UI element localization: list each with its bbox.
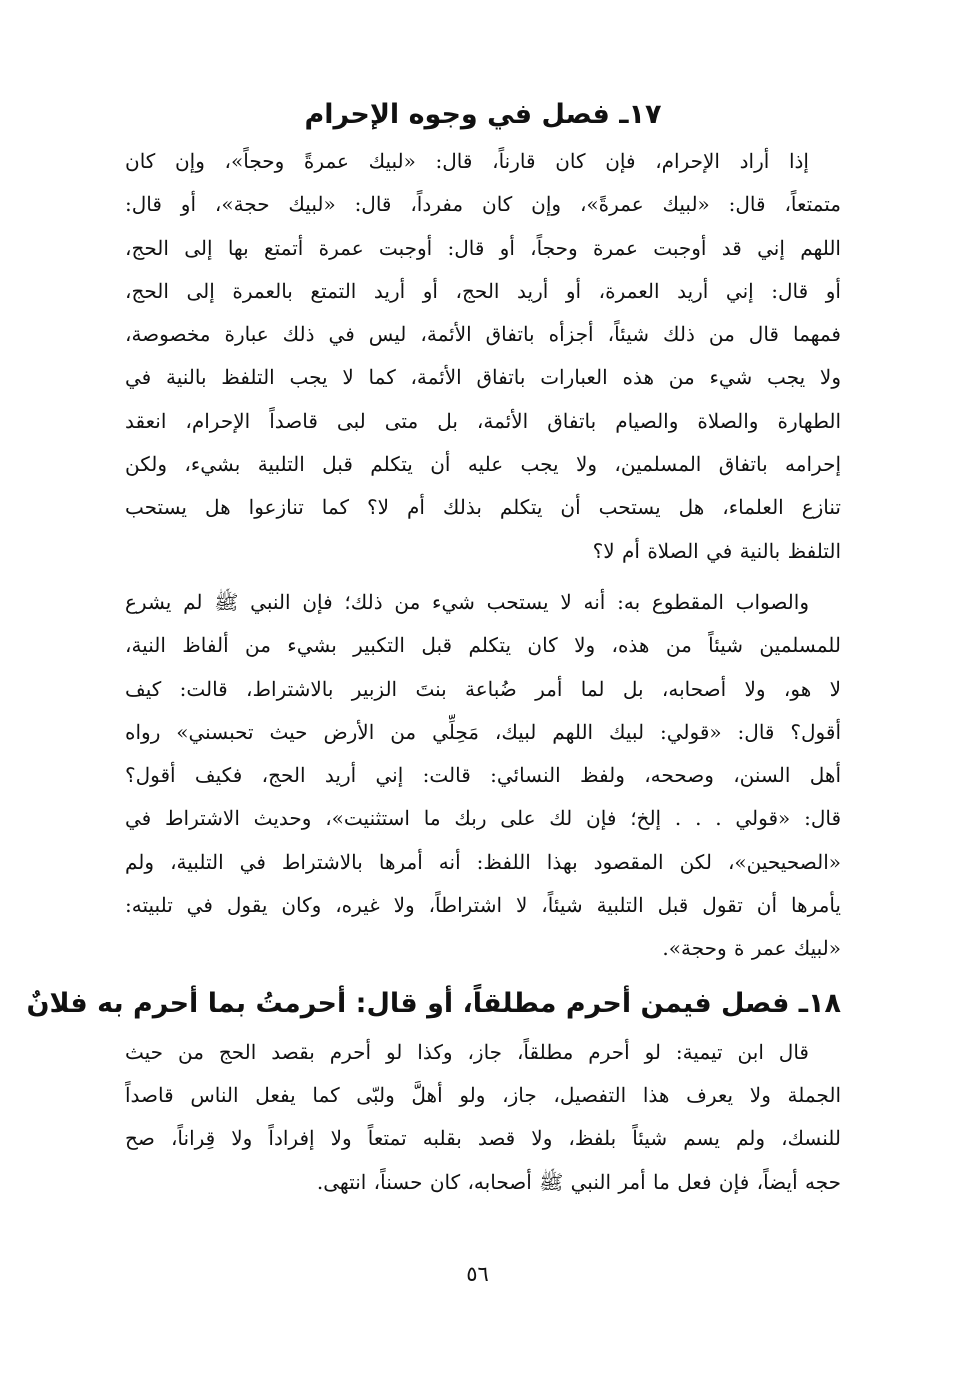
section-17-paragraph-1 — [125, 140, 841, 573]
text-line: التلفظ بالنية في الصلاة أم لا؟ — [592, 538, 841, 563]
text-line: لا هو، ولا أصحابه، بل لما أمر ضُباعة بنتَ الزبير بالاشتراط، قالت: كيف — [125, 676, 841, 701]
text-line: للنسك، ولم يسم شيئاً بلفظ، ولا قصد بقلبه تمتعاً ولا إفراداً ولا قِراناً، صح — [125, 1126, 841, 1151]
text-line: متمتعاً، قال: «لبيك عمرةً»، وإن كان مفرداً، قال: «لبيك حجة»، أو قال: — [125, 192, 841, 217]
text-line: «لبيك عمر ة وحجة». — [662, 936, 841, 961]
text-line: والصواب المقطوع به: أنه لا يستحب شيء من ذلك؛ فإن النبي ﷺ لم يشرع — [125, 589, 809, 614]
text-line: «الصحيحين»، لكن المقصود بهذا اللفظ: أنه أمرها بالاشتراط في التلبية، ولم — [125, 849, 841, 874]
text-line: للمسلمين شيئاً من هذه، ولا كان يتكلم قبل التكبير بشيء من ألفاظ النية، — [125, 633, 841, 658]
text-line: فمهما قال من ذلك شيئاً، أجزأه باتفاق الأئمة، ليس في ذلك عبارة مخصوصة، — [125, 322, 841, 347]
text-line: ولا يجب شيء من هذه العبارات باتفاق الأئمة، كما لا يجب التلفظ بالنية في — [125, 365, 841, 390]
text-line: إحرامه باتفاق المسلمين، ولا يجب عليه أن يتكلم قبل التلبية بشيء، ولكن — [125, 452, 841, 477]
page-number: ٥٦ — [466, 1262, 489, 1286]
section-17-title: ١٧ـ فصل في وجوه الإحرام — [304, 99, 662, 130]
text-line: اللهم إني قد أوجبت عمرة وحجاً، أو قال: أوجبت عمرة أتمتع بها إلى الحج، — [125, 235, 841, 260]
text-line: يأمرها أن تقول قبل التلبية شيئاً، لا اشتراطاً، ولا غيره، وكان يقول في تلبيته: — [125, 893, 841, 918]
page — [26, 92, 841, 1332]
text-line: قال ابن تيمية: لو أحرم مطلقاً، جاز، وكذا لو أحرم بقصد الحج من حيث — [125, 1039, 809, 1064]
text-line: تنازع العلماء، هل يستحب أن يتكلم بذلك أم لا؟ كما تنازعوا هل يستحب — [125, 495, 841, 520]
text-line: قال: «قولي . . . إلخ؛ فإن لك على ربك ما استثنيت»، وحديث الاشتراط في — [125, 806, 841, 831]
text-line: الجملة ولا يعرف هذا التفصيل، جاز، ولو أهلَّ ولبّى كما يفعل الناس قاصداً — [125, 1082, 841, 1107]
text-line: أهل السنن، وصححه، ولفظ النسائي: قالت: إني أريد الحج، فكيف أقول؟ — [125, 763, 841, 788]
text-line: حجه أيضاً، فإن فعل ما أمر النبي ﷺ أصحابه، كان حسناً، انتهى. — [316, 1169, 841, 1194]
section-18-paragraph-1 — [125, 1031, 841, 1204]
text-line: أقول؟ قال: «قولي: لبيك اللهم لبيك، مَحِلِّي من الأرض حيث تحبسني» رواه — [125, 719, 841, 744]
section-17-paragraph-2 — [125, 581, 841, 971]
text-line: الطهارة والصلاة والصيام باتفاق الأئمة، بل متى لبى قاصداً الإحرام، انعقد — [125, 408, 841, 433]
section-18-title: ١٨ـ فصل فيمن أحرم مطلقاً، أو قال: أحرمتُ بما أحرم به فلانٌ — [26, 987, 841, 1019]
text-line: أو قال: إني أريد العمرة، أو أريد الحج، أو أريد التمتع بالعمرة إلى الحج، — [125, 278, 841, 303]
text-line: إذا أراد الإحرام، فإن كان قارناً، قال: «لبيك عمرةً وحجاً»، وإن كان — [125, 149, 809, 173]
